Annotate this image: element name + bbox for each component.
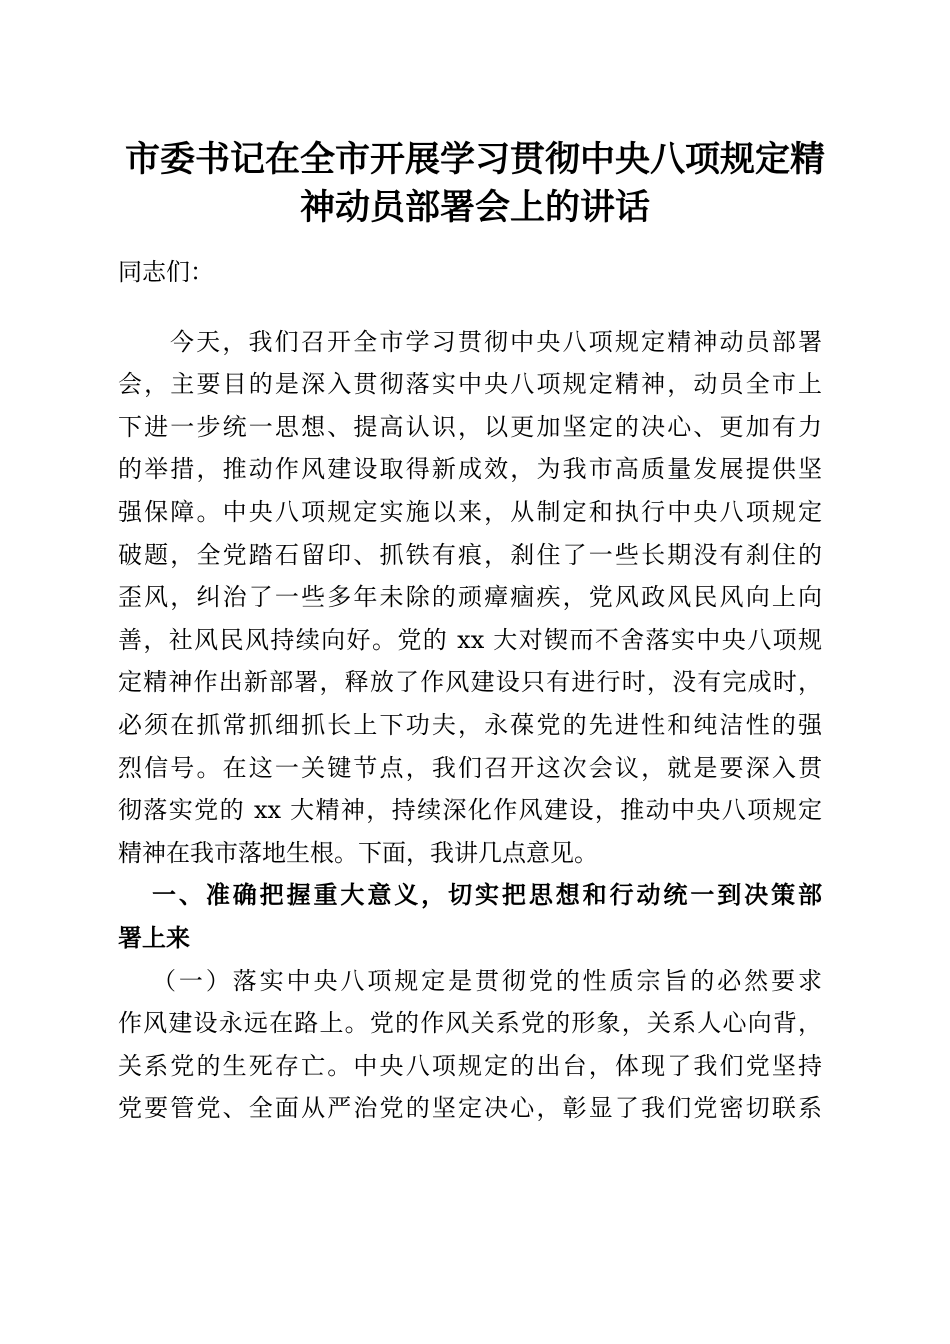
title-line: 神动员部署会上的讲话 — [299, 187, 650, 228]
section-heading — [118, 874, 822, 959]
subheading-line: （一）落实中央八项规定是贯彻党的性质宗旨的必然要求 — [152, 966, 822, 995]
text-line: 定精神作出新部署，释放了作风建设只有进行时，没有完成时， — [118, 668, 822, 697]
text-line: 今天，我们召开全市学习贯彻中央八项规定精神动员部署 — [170, 327, 822, 356]
text-line: 必须在抓常抓细抓长上下功夫，永葆党的先进性和纯洁性的强 — [118, 710, 822, 739]
text-line: 的举措，推动作风建设取得新成效，为我市高质量发展提供坚 — [118, 455, 822, 484]
text-line: 会，主要目的是深入贯彻落实中央八项规定精神，动员全市上 — [118, 370, 822, 399]
text-line: 歪风，纠治了一些多年未除的顽瘴痼疾，党风政风民风向上向 — [118, 583, 822, 612]
text-line: 下进一步统一思想、提高认识，以更加坚定的决心、更加有力 — [118, 412, 822, 441]
text-line: 破题，全党踏石留印、抓铁有痕，刹住了一些长期没有刹住的 — [118, 540, 822, 569]
text-line: 强保障。中央八项规定实施以来，从制定和执行中央八项规定 — [118, 497, 822, 526]
text-line: 烈信号。在这一关键节点，我们召开这次会议，就是要深入贯 — [118, 753, 822, 782]
document-title — [110, 136, 840, 232]
text-line: 精神在我市落地生根。下面，我讲几点意见。 — [118, 838, 598, 867]
salutation: 同志们： — [118, 258, 214, 286]
text-line: 作风建设永远在路上。党的作风关系党的形象，关系人心向背， — [118, 1009, 822, 1038]
text-line: 彻落实党的 xx 大精神，持续深化作风建设，推动中央八项规定 — [118, 796, 822, 825]
title-line: 市委书记在全市开展学习贯彻中央八项规定精 — [124, 139, 825, 180]
text-line: 善，社风民风持续向好。党的 xx 大对锲而不舍落实中央八项规 — [118, 625, 822, 654]
paragraph-intro — [118, 321, 822, 875]
text-line: 党要管党、全面从严治党的坚定决心，彰显了我们党密切联系 — [118, 1094, 822, 1123]
text-line: 关系党的生死存亡。中央八项规定的出台，体现了我们党坚持 — [118, 1051, 822, 1080]
document-body — [118, 251, 822, 1130]
subsection-paragraph — [118, 960, 822, 1130]
heading-line: 署上来 — [118, 923, 190, 952]
heading-line: 一、准确把握重大意义，切实把思想和行动统一到决策部 — [152, 881, 822, 910]
